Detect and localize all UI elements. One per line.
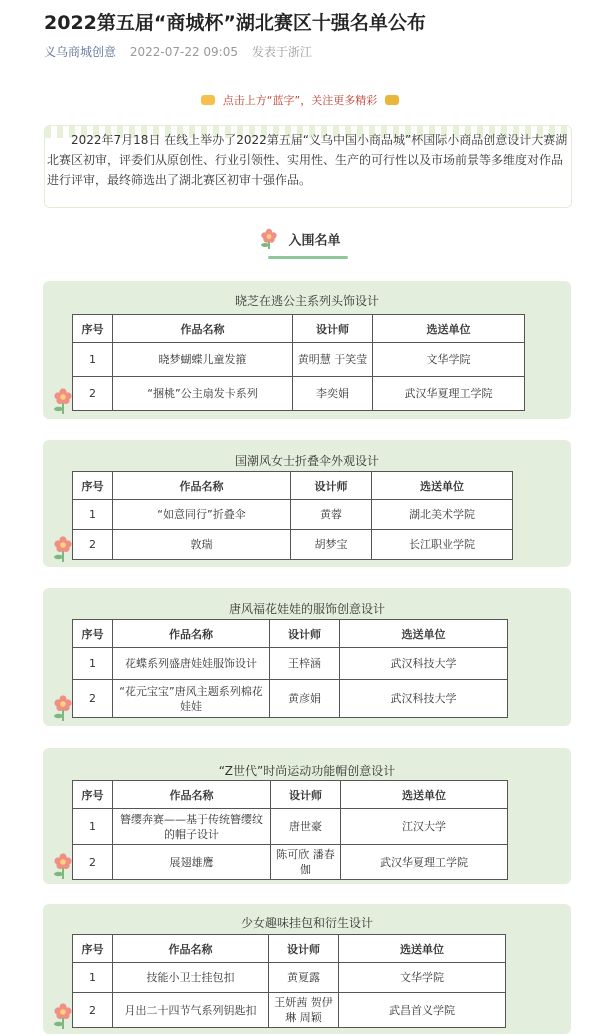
column-header: 作品名称	[113, 781, 271, 809]
table-header-row	[73, 620, 508, 648]
table-row	[73, 993, 506, 1028]
table-cell: 武汉华夏理工学院	[373, 377, 525, 411]
award-card	[43, 588, 571, 726]
column-header: 设计师	[269, 935, 339, 963]
column-header: 序号	[73, 620, 113, 648]
table-cell: 展翅雄鹰	[113, 845, 271, 880]
table-cell: 敦瑞	[113, 530, 291, 560]
table-cell: “捆桃”公主扇发卡系列	[113, 377, 293, 411]
table-cell: 1	[73, 648, 113, 680]
publish-date: 2022-07-22 09:05	[129, 45, 238, 59]
finalist-table	[72, 314, 525, 411]
table-cell: “如意同行”折叠伞	[113, 500, 291, 530]
table-cell: 晓梦蝴蝶儿童发箍	[113, 343, 293, 377]
publish-location: 发表于浙江	[251, 45, 312, 59]
column-header: 设计师	[271, 781, 341, 809]
table-cell: 长江职业学院	[372, 530, 513, 560]
table-row	[73, 648, 508, 680]
finalist-table	[72, 619, 508, 718]
table-cell: 陈可欣 潘春伽	[271, 845, 341, 880]
table-row	[73, 809, 508, 845]
award-card	[43, 748, 571, 884]
card-title: 国潮风女士折叠伞外观设计	[234, 454, 379, 468]
column-header: 作品名称	[113, 935, 269, 963]
table-cell: 黄彦娟	[270, 680, 340, 718]
table-cell: 王妍茜 贺伊琳 周颖	[269, 993, 339, 1028]
finalist-table	[72, 780, 508, 880]
table-cell: 文华学院	[339, 963, 506, 993]
follow-banner	[0, 92, 600, 108]
table-cell: 2	[73, 530, 113, 560]
intro-paragraph: 2022年7月18日 在线上举办了2022第五届“义乌中国小商品城”杯国际小商品创意设计大赛湖北赛区初审，评委们从原创性、行业引领性、实用性、生产的可行性以及市场前景等多维度对作品进行评审，最终筛选出了湖北赛区初审十强作品。	[47, 133, 568, 187]
table-cell: 湖北美术学院	[372, 500, 513, 530]
table-row	[73, 963, 506, 993]
table-cell: 1	[73, 343, 113, 377]
flower-icon	[259, 228, 279, 250]
table-cell: 1	[73, 963, 113, 993]
table-cell: 月出二十四节气系列钥匙扣	[113, 993, 269, 1028]
card-title: “Z世代”时尚运动功能帽创意设计	[218, 764, 396, 778]
column-header: 作品名称	[113, 315, 293, 343]
table-cell: 1	[73, 500, 113, 530]
column-header: 设计师	[270, 620, 340, 648]
flower-icon	[52, 694, 74, 726]
table-cell: 2	[73, 993, 113, 1028]
column-header: 选送单位	[372, 472, 513, 500]
table-row	[73, 680, 508, 718]
table-header-row	[73, 472, 513, 500]
table-row	[73, 343, 525, 377]
card-title: 少女趣味挂包和衍生设计	[240, 916, 373, 930]
pointing-hand-icon	[385, 95, 399, 105]
award-card	[43, 904, 571, 1034]
table-cell: 簪缨奔赛——基于传统簪缨纹的帽子设计	[113, 809, 271, 845]
table-cell: 武汉华夏理工学院	[341, 845, 508, 880]
finalist-table	[72, 471, 513, 560]
flower-icon	[52, 852, 74, 884]
table-header-row	[73, 781, 508, 809]
card-title: 晓芝在逃公主系列头饰设计	[234, 294, 379, 308]
column-header: 作品名称	[113, 620, 270, 648]
column-header: 选送单位	[340, 620, 508, 648]
table-cell: 文华学院	[373, 343, 525, 377]
column-header: 设计师	[293, 315, 373, 343]
section-heading	[0, 228, 600, 250]
card-title: 唐风福花娃娃的服饰创意设计	[228, 602, 385, 616]
article-title: 2022第五届“商城杯”湖北赛区十强名单公布	[44, 12, 426, 34]
article-meta	[44, 43, 312, 60]
table-cell: “花元宝宝”唐风主题系列棉花娃娃	[113, 680, 270, 718]
column-header: 选送单位	[339, 935, 506, 963]
table-cell: 花蝶系列盛唐娃娃服饰设计	[113, 648, 270, 680]
table-cell: 胡梦宝	[291, 530, 372, 560]
pointing-hand-icon	[201, 95, 215, 105]
account-name[interactable]: 义乌商城创意	[44, 45, 117, 59]
column-header: 选送单位	[373, 315, 525, 343]
section-underline	[268, 256, 348, 259]
flower-icon	[52, 1002, 74, 1034]
table-cell: 技能小卫士挂包扣	[113, 963, 269, 993]
table-cell: 王梓涵	[270, 648, 340, 680]
column-header: 序号	[73, 781, 113, 809]
award-card	[43, 281, 571, 419]
follow-text: 点击上方“蓝字”，关注更多精彩	[222, 94, 378, 107]
table-row	[73, 845, 508, 880]
column-header: 作品名称	[113, 472, 291, 500]
column-header: 序号	[73, 472, 113, 500]
table-cell: 2	[73, 845, 113, 880]
table-cell: 武昌首义学院	[339, 993, 506, 1028]
table-cell: 唐世豪	[271, 809, 341, 845]
table-row	[73, 500, 513, 530]
table-row	[73, 530, 513, 560]
finalist-table	[72, 934, 506, 1028]
table-header-row	[73, 935, 506, 963]
table-cell: 2	[73, 377, 113, 411]
flower-icon	[52, 387, 74, 419]
table-cell: 江汉大学	[341, 809, 508, 845]
table-cell: 1	[73, 809, 113, 845]
column-header: 设计师	[291, 472, 372, 500]
table-cell: 黄夏露	[269, 963, 339, 993]
award-card	[43, 440, 571, 567]
table-cell: 2	[73, 680, 113, 718]
table-cell: 黄蓉	[291, 500, 372, 530]
table-cell: 李奕娟	[293, 377, 373, 411]
table-row	[73, 377, 525, 411]
column-header: 序号	[73, 935, 113, 963]
column-header: 选送单位	[341, 781, 508, 809]
flower-icon	[52, 535, 74, 567]
table-cell: 黄明慧 于笑莹	[293, 343, 373, 377]
table-cell: 武汉科技大学	[340, 680, 508, 718]
section-label: 入围名单	[288, 233, 341, 249]
table-header-row	[73, 315, 525, 343]
column-header: 序号	[73, 315, 113, 343]
intro-box	[44, 125, 572, 208]
table-cell: 武汉科技大学	[340, 648, 508, 680]
